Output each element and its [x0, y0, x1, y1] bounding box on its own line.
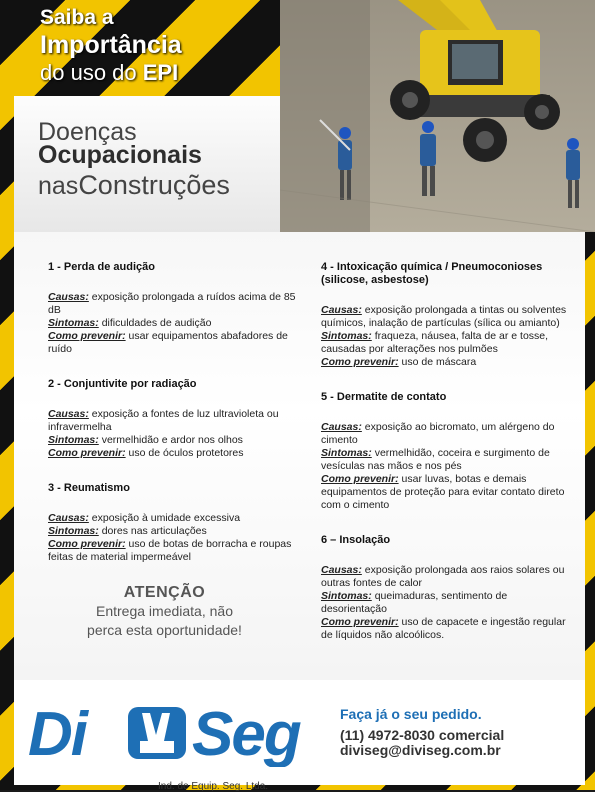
causes-label: Causas: [321, 564, 362, 576]
section-title: 2 - Conjuntivite por radiação [48, 378, 197, 390]
svg-text:Di: Di [28, 700, 86, 767]
causes-text: exposição a fontes de luz ultravioleta ou infravermelha [48, 408, 279, 433]
causes-label: Causas: [48, 512, 89, 524]
symptoms-text: fraqueza, náusea, falta de ar e tosse, causadas por alterações nos pulmões [321, 330, 549, 355]
attention-line-1: Entrega imediata, não [96, 603, 233, 619]
content-panel [14, 232, 585, 680]
prevention-row [321, 356, 573, 369]
causes-label: Causas: [321, 304, 362, 316]
header-line-3 [40, 60, 178, 86]
causes-row [48, 512, 303, 525]
section-title: 5 - Dermatite de contato [321, 391, 447, 403]
right-column [321, 261, 573, 664]
causes-text: exposição prolongada aos raios solares ou outras fontes de calor [321, 564, 565, 589]
symptoms-label: Sintomas: [321, 447, 372, 459]
header-line-3-prefix: do uso do [40, 60, 143, 85]
diviseg-logo-mark [24, 697, 324, 767]
symptoms-text: vermelhidão e ardor nos olhos [101, 434, 243, 446]
title-line-1: Doenças [38, 118, 137, 146]
prevention-label: Como prevenir: [48, 538, 126, 550]
prevention-text: uso de capacete e ingestão regular de líquidos não alcoólicos. [321, 616, 566, 641]
disease-section [48, 482, 303, 564]
causes-label: Causas: [321, 421, 362, 433]
causes-row [321, 421, 573, 447]
title-line-2: Ocupacionais [38, 141, 202, 169]
causes-text: exposição ao bicromato, um alérgeno do cimento [321, 421, 555, 446]
prevention-label: Como prevenir: [321, 616, 399, 628]
disease-section [321, 261, 573, 369]
disease-section [321, 534, 573, 642]
symptoms-row [321, 590, 573, 616]
causes-label: Causas: [48, 291, 89, 303]
symptoms-label: Sintomas: [321, 330, 372, 342]
header-line-3-bold: EPI [142, 60, 179, 85]
causes-row [48, 291, 303, 317]
symptoms-text: dificuldades de audição [101, 317, 212, 329]
prevention-label: Como prevenir: [321, 356, 399, 368]
causes-label: Causas: [48, 408, 89, 420]
section-title: 1 - Perda de audição [48, 261, 155, 273]
section-title: 3 - Reumatismo [48, 482, 130, 494]
symptoms-row [321, 330, 573, 356]
phone-number[interactable]: (11) 4972-8030 comercial [340, 727, 505, 743]
prevention-row [48, 538, 303, 564]
section-title: 4 - Intoxicação química / Pneumoconioses (silicose, asbestose) [321, 261, 543, 286]
header-line-2: Importância [40, 31, 182, 59]
title-line-3-big: Construções [78, 170, 230, 200]
prevention-text: uso de máscara [401, 356, 477, 368]
symptoms-label: Sintomas: [321, 590, 372, 602]
symptoms-label: Sintomas: [48, 434, 99, 446]
prevention-row [321, 473, 573, 512]
prevention-label: Como prevenir: [48, 447, 126, 459]
causes-row [48, 408, 303, 434]
causes-text: exposição à umidade excessiva [91, 512, 241, 524]
symptoms-text: dores nas articulações [101, 525, 207, 537]
prevention-row [48, 330, 303, 356]
prevention-text: uso de botas de borracha e roupas feitas de material impermeável [48, 538, 292, 563]
causes-row [321, 564, 573, 590]
logo-subtitle: Ind. de Equip. Seg. Ltda. [158, 781, 269, 792]
construction-photo [280, 0, 595, 232]
prevention-row [321, 616, 573, 642]
footer [14, 680, 585, 792]
diviseg-logo [24, 697, 324, 792]
attention-line-2: perca esta oportunidade! [87, 622, 242, 638]
disease-section [48, 261, 303, 356]
title-line-3-small: nas [38, 172, 79, 200]
disease-section [48, 378, 303, 460]
symptoms-row [48, 525, 303, 538]
svg-text:Seg: Seg [192, 700, 300, 767]
causes-row [321, 304, 573, 330]
prevention-row [48, 447, 303, 460]
order-cta: Faça já o seu pedido. [340, 706, 482, 722]
title-line-3 [38, 170, 230, 201]
symptoms-text: vermelhidão, coceira e surgimento de vesículas nas mãos e nos pés [321, 447, 550, 472]
symptoms-row [48, 317, 303, 330]
section-title: 6 – Insolação [321, 534, 391, 546]
left-column [48, 261, 303, 586]
prevention-label: Como prevenir: [48, 330, 126, 342]
attention-title: ATENÇÃO [123, 584, 206, 601]
symptoms-label: Sintomas: [48, 317, 99, 329]
prevention-text: usar equipamentos abafadores de ruído [48, 330, 288, 355]
causes-text: exposição prolongada a tintas ou solventes químicos, inalação de partículas (sílica ou amianto) [321, 304, 567, 329]
causes-text: exposição prolongada a ruídos acima de 85 dB [48, 291, 296, 316]
symptoms-row [48, 434, 303, 447]
header-line-1: Saiba a [40, 6, 114, 29]
email-address[interactable]: diviseg@diviseg.com.br [340, 742, 501, 758]
prevention-text: usar luvas, botas e demais equipamentos de proteção para evitar contato direto com o cimento [321, 473, 565, 511]
prevention-label: Como prevenir: [321, 473, 399, 485]
excavator-scene-image [280, 0, 595, 232]
symptoms-text: queimaduras, sentimento de desorientação [321, 590, 508, 615]
peace-hand-icon [128, 707, 186, 759]
disease-section [321, 391, 573, 512]
symptoms-row [321, 447, 573, 473]
title-panel [14, 96, 282, 232]
prevention-text: uso de óculos protetores [128, 447, 244, 459]
header-banner [0, 0, 280, 96]
attention-notice [72, 584, 257, 640]
symptoms-label: Sintomas: [48, 525, 99, 537]
